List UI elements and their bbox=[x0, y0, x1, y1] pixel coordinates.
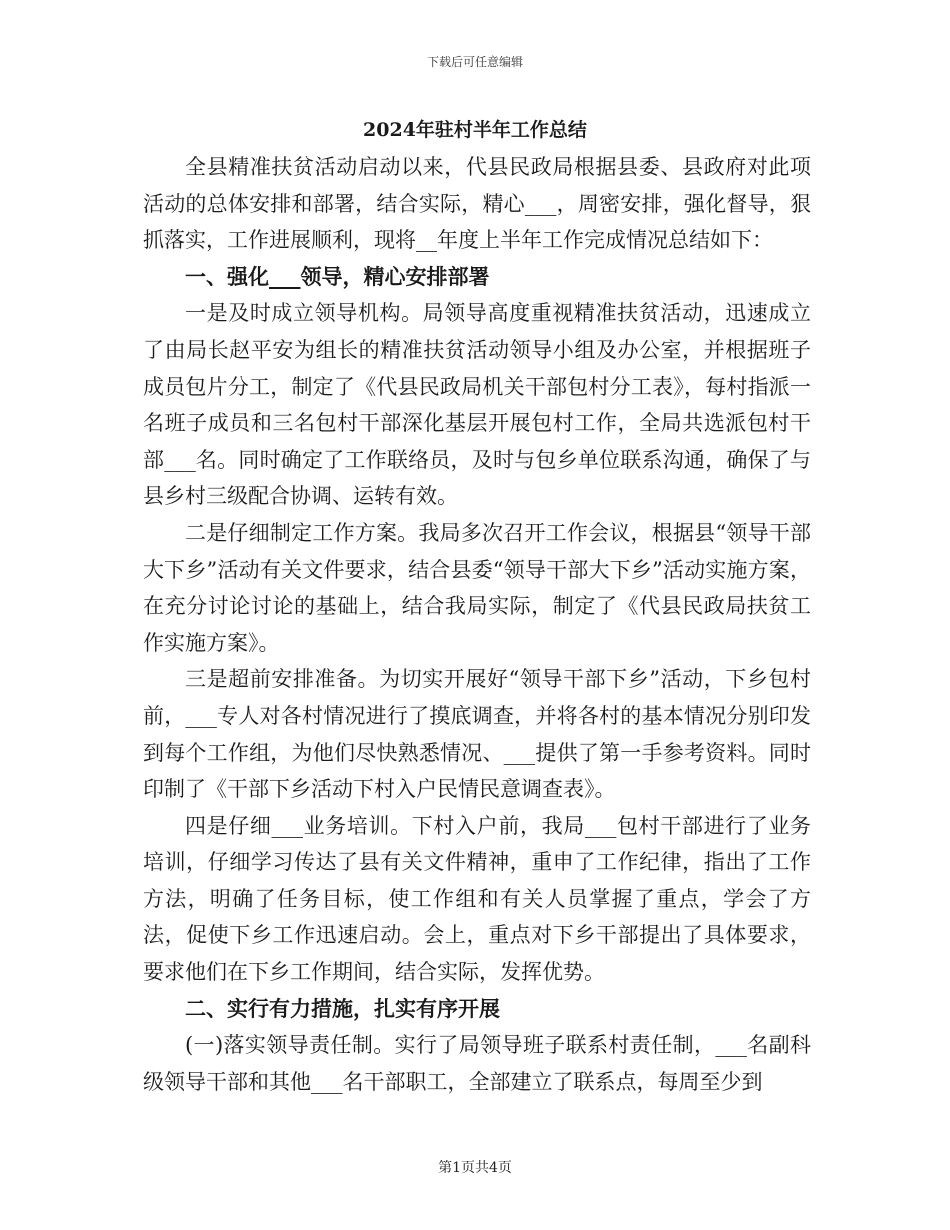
body-paragraph: 三是超前安排准备。为切实开展好“领导干部下乡”活动，下乡包村前，___专人对各村情况进行了摸底调查，并将各村的基本情况分别印发到每个工作组，为他们尽快熟悉情况、___提供了第一手参考资料。同时印制了《干部下乡活动下村入户民情民意调查表》。 bbox=[143, 667, 811, 802]
document-body bbox=[143, 149, 811, 1100]
page-header-note: 下载后可任意编辑 bbox=[426, 55, 523, 69]
body-paragraph: 四是仔细___业务培训。下村入户前，我局___包村干部进行了业务培训，仔细学习传达了县有关文件精神，重申了工作纪律，指出了工作方法，明确了任务目标，使工作组和有关人员掌握了重点，学会了方法，促使下乡工作迅速启动。会上，重点对下乡干部提出了具体要求，要求他们在下乡工作期间，结合实际，发挥优势。 bbox=[143, 813, 811, 985]
body-paragraph: (一)落实领导责任制。实行了局领导班子联系村责任制，___名副科级领导干部和其他___名干部职工，全部建立了联系点，每周至少到 bbox=[143, 1033, 811, 1094]
section-heading-1: 一、强化___领导，精心安排部署 bbox=[185, 263, 490, 289]
page-number-footer: 第1页共4页 bbox=[438, 1160, 512, 1176]
body-paragraph: 一是及时成立领导机构。局领导高度重视精准扶贫活动，迅速成立了由局长赵平安为组长的精准扶贫活动领导小组及办公室，并根据班子成员包片分工，制定了《代县民政局机关干部包村分工表》，每村指派一名班子成员和三名包村干部深化基层开展包村工作，全局共选派包村干部___名。同时确定了工作联络员，及时与包乡单位联系沟通，确保了与县乡村三级配合协调、运转有效。 bbox=[143, 301, 811, 509]
section-heading-2: 二、实行有力措施，扎实有序开展 bbox=[185, 995, 500, 1021]
body-paragraph: 二是仔细制定工作方案。我局多次召开工作会议，根据县“领导干部大下乡”活动有关文件要求，结合县委“领导干部大下乡”活动实施方案，在充分讨论讨论的基础上，结合我局实际，制定了《代县民政局扶贫工作实施方案》。 bbox=[143, 520, 811, 655]
intro-paragraph: 全县精准扶贫活动启动以来，代县民政局根据县委、县政府对此项活动的总体安排和部署，结合实际，精心___，周密安排，强化督导，狠抓落实，工作进展顺利，现将__年度上半年工作完成情况总结如下： bbox=[143, 155, 811, 253]
document-title: 2024年驻村半年工作总结 bbox=[363, 119, 587, 141]
